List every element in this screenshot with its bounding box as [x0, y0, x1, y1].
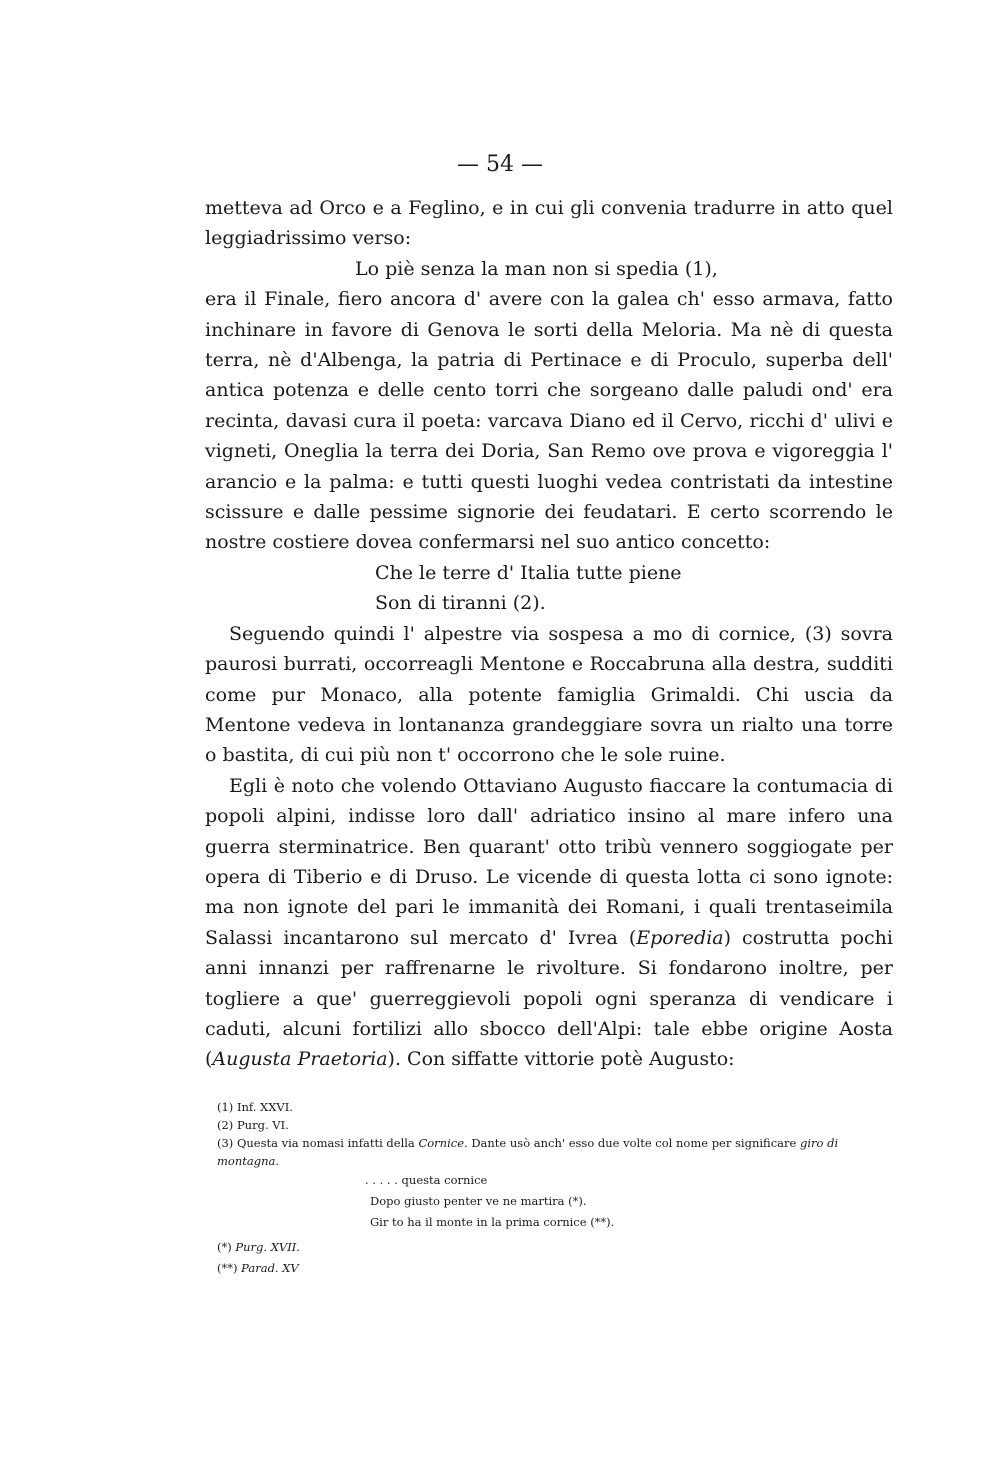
footnote-3-text-c: .	[275, 1154, 279, 1168]
verse-quote-2a: Che le terre d' Italia tutte piene	[375, 561, 682, 584]
paragraph-4-italic-augusta: Augusta Praetoria	[212, 1048, 388, 1071]
sub-footnote-1	[205, 1237, 893, 1258]
footnote-3-italic-cornice: Cornice	[418, 1136, 465, 1150]
footnote-3-text-a: (3) Questa via nomasi infatti della	[217, 1136, 419, 1150]
paragraph-2: era il Finale, fiero ancora d' avere con la galea ch' esso armava, fatto inchinare in favore di Genova le sorti della Meloria. Ma nè di questa terra, nè d'Albenga, la patria di Pertinace e di Proculo, superba dell' antica potenza e delle cento torri che sorgeano dalle paludi ond' era recinta, davasi cura il poeta: varcava Diano ed il Cervo, ricchi d' ulivi e vigneti, Oneglia la terra dei Doria, San Remo ove prova e vigoreggia l' arancio e la palma: e tutti questi luoghi vedea contristati da intestine scissure e dalle pessime signorie dei feudatari. E certo scorrendo le nostre costiere dovea confermarsi nel suo antico concetto:	[205, 288, 893, 554]
paragraph-4-text-c: ). Con siffatte vittorie potè Augusto:	[387, 1048, 735, 1071]
sub-footnote-1-mark: (*)	[217, 1240, 236, 1254]
verse-quote-2b: Son di tiranni (2).	[375, 592, 546, 615]
footnotes	[205, 1098, 893, 1279]
footnote-1: (1) Inf. XXVI.	[217, 1100, 293, 1114]
sub-footnote-2-ref: Parad. XV	[241, 1261, 299, 1275]
footnote-3-italic-giro: giro di montagna	[217, 1136, 839, 1168]
paragraph-3: Seguendo quindi l' alpestre via sospesa a mo di cornice, (3) sovra paurosi burrati, occorreagli Mentone e Roccabruna alla destra, sudditi come pur Monaco, alla potente famiglia Grimaldi. Chi uscia da Mentone vedeva in lontananza grandeggiare sovra un rialto una torre o bastita, di cui più non t' occorrono che le sole ruine.	[205, 622, 893, 767]
footnote-2: (2) Purg. VI.	[217, 1118, 289, 1132]
paragraph-4-italic-eporedia: Eporedia	[636, 926, 724, 949]
main-text	[205, 193, 893, 1075]
sub-footnote-2-mark: (**)	[217, 1261, 242, 1275]
paragraph-1: metteva ad Orco e a Feglino, e in cui gli convenia tradurre in atto quel leggiadrissimo verso:	[205, 197, 893, 250]
sub-footnote-2	[205, 1258, 893, 1279]
paragraph-4	[205, 771, 893, 1075]
paragraph-4-text-b: ) costrutta pochi anni innanzi per raffrenarne le rivolture. Si fondarono inoltre, per togliere a que' guerreggievoli popoli ogni speranza di vendicare i caduti, alcuni fortilizi allo sbocco dell'Alpi: tale ebbe origine Aosta (	[205, 926, 893, 1071]
footnote-quote-line-1: . . . . . questa cornice	[365, 1173, 488, 1187]
paragraph-4-text-a: Egli è noto che volendo Ottaviano Augusto fiaccare la contumacia di popoli alpini, indisse loro dall' adriatico insino al mare infero una guerra sterminatrice. Ben quarant' otto tribù vennero soggiogate per opera di Tiberio e di Druso. Le vicende di questa lotta ci sono ignote: ma non ignote del pari le immanità dei Romani, i quali trentaseimila Salassi incantarono sul mercato d' Ivrea (	[205, 774, 893, 949]
footnote-quote-line-3: Gir to ha il monte in la prima cornice (**).	[370, 1215, 615, 1229]
footnote-3	[205, 1134, 893, 1170]
sub-footnotes	[205, 1237, 893, 1279]
verse-quote-1: Lo piè senza la man non si spedia (1),	[355, 257, 718, 280]
footnote-3-text-b: . Dante usò anch' esso due volte col nome per significare	[464, 1136, 800, 1150]
page-number: — 54 —	[457, 152, 543, 177]
sub-footnote-1-ref: Purg. XVII.	[235, 1240, 300, 1254]
footnote-quote-line-2: Dopo giusto penter ve ne martira (*).	[370, 1194, 587, 1208]
